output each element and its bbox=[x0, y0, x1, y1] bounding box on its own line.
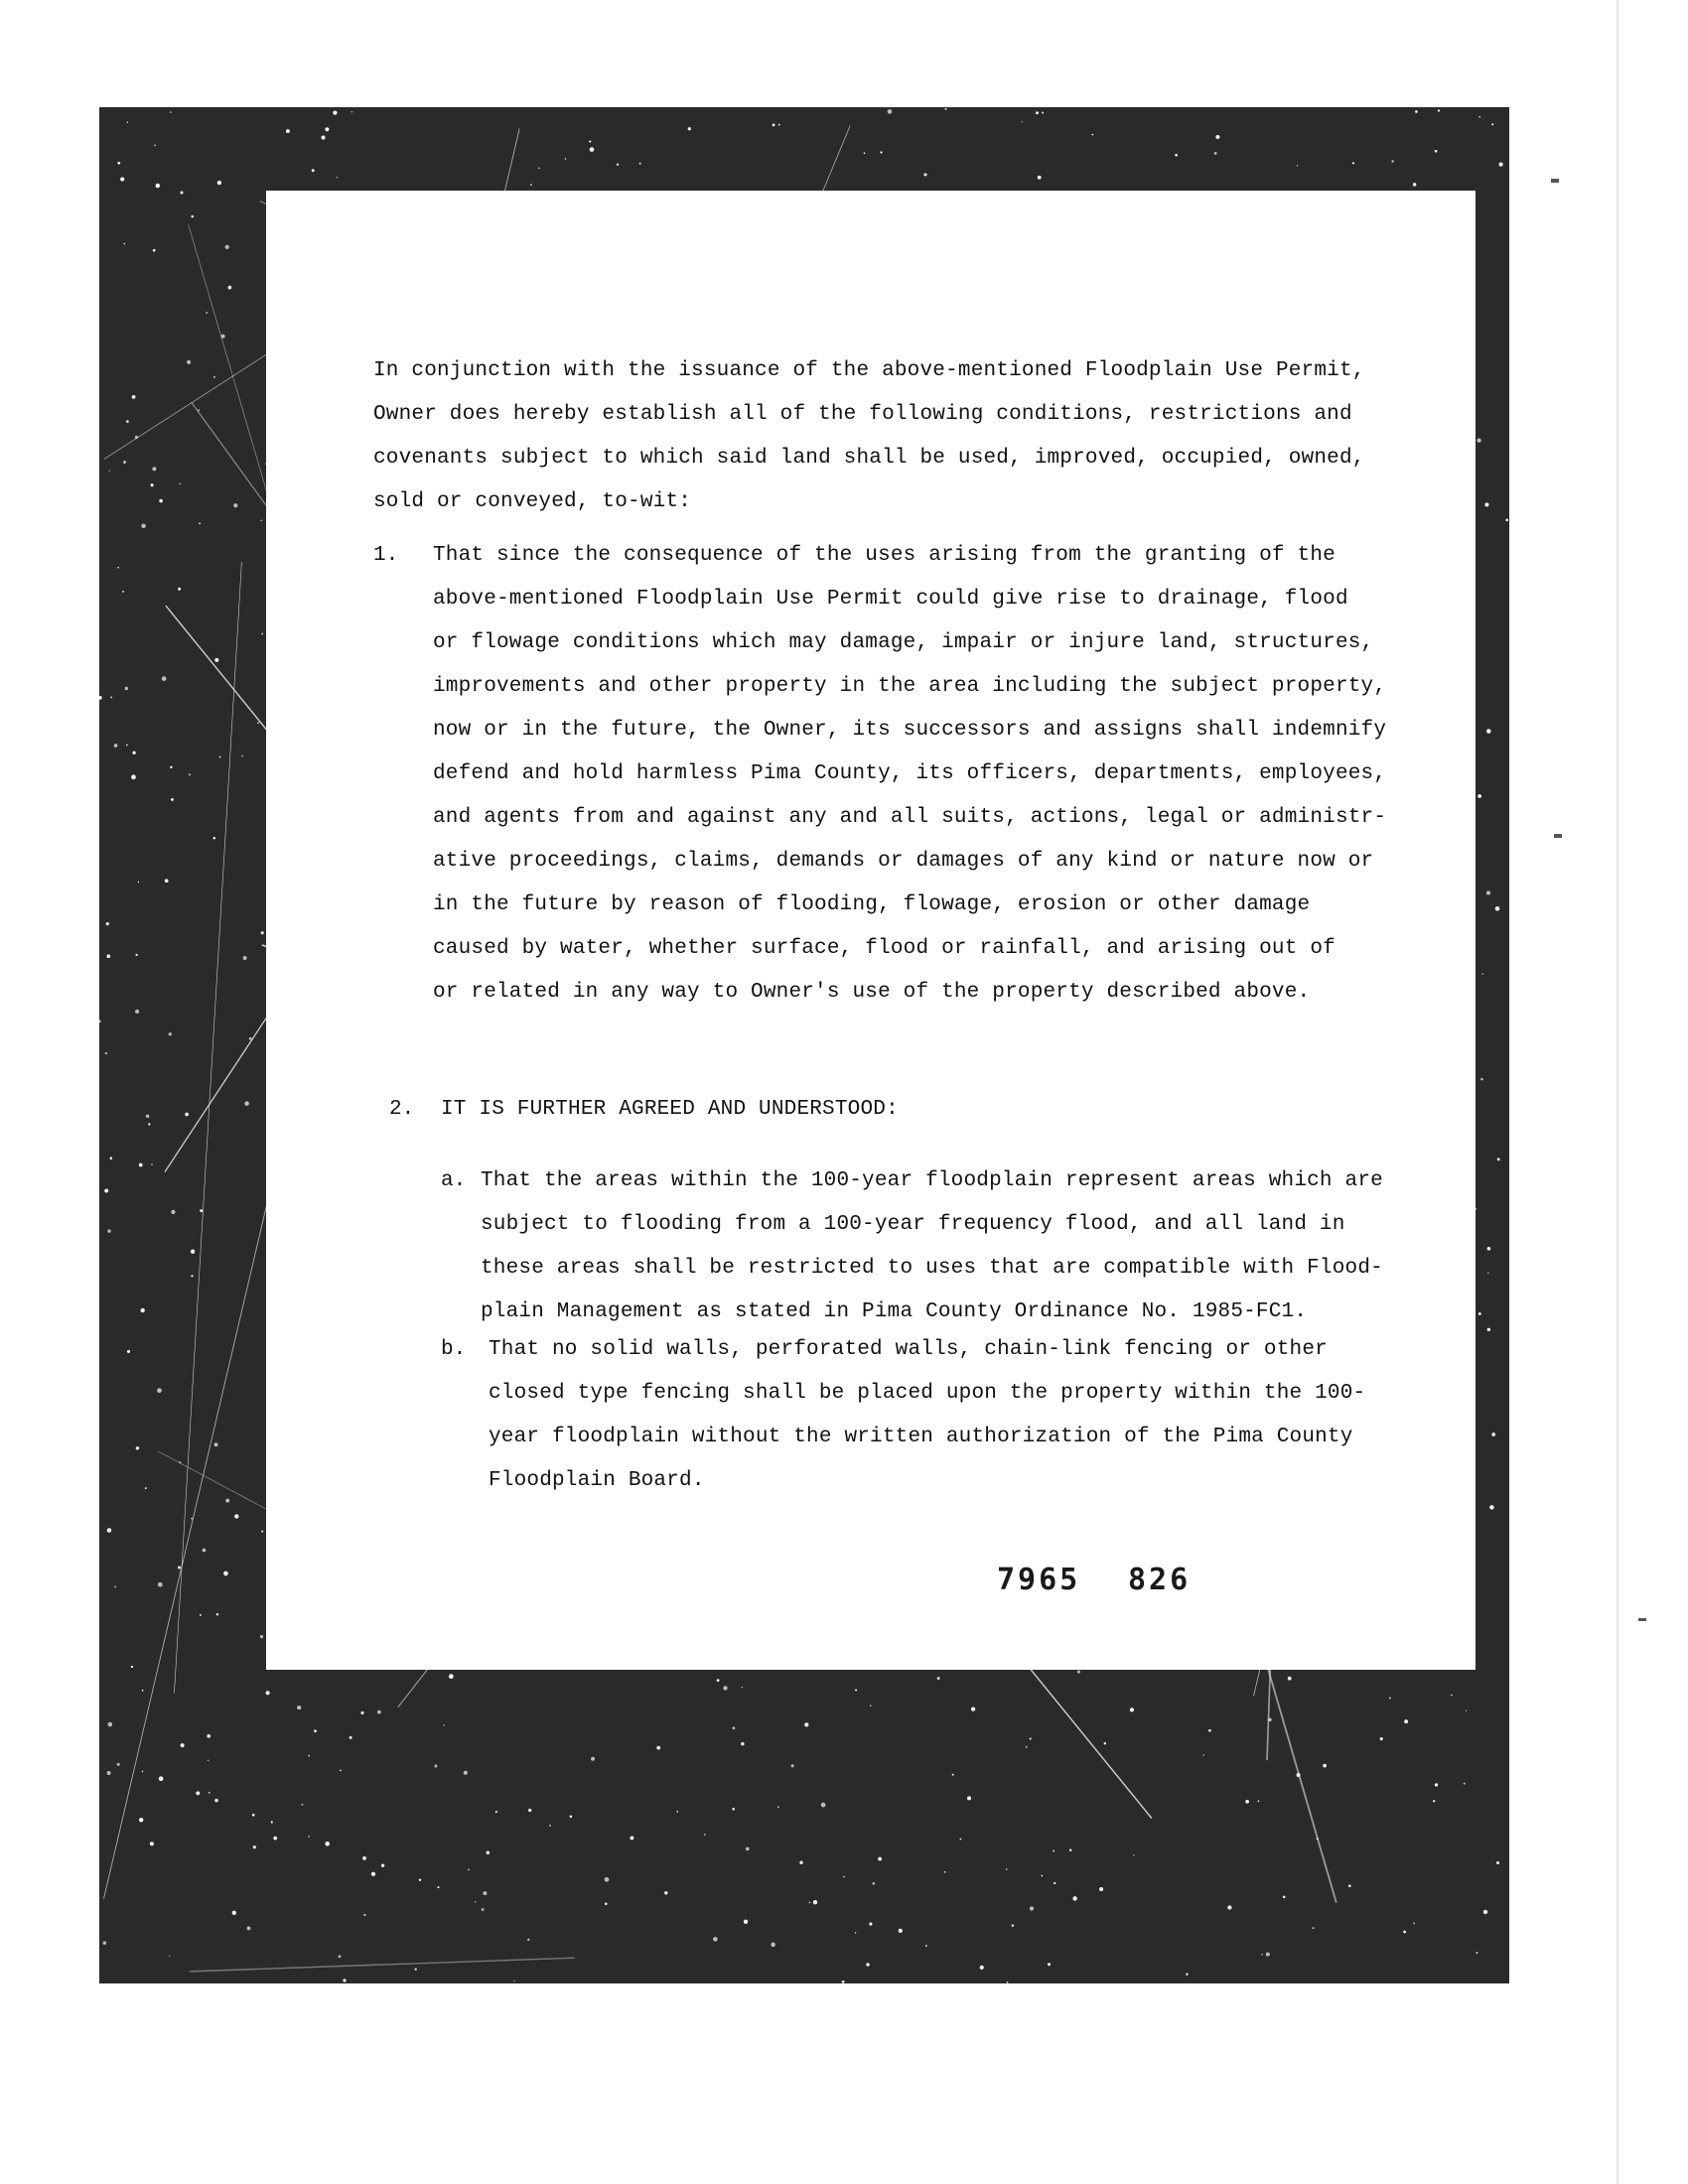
item-2-number: 2. bbox=[389, 1098, 415, 1121]
item-2b-line: That no solid walls, perforated walls, chain-link fencing or other bbox=[489, 1338, 1328, 1361]
item-1-line: defend and hold harmless Pima County, its officers, departments, employees, bbox=[433, 762, 1387, 785]
item-2b-letter: b. bbox=[441, 1338, 467, 1361]
item-1-paragraph bbox=[433, 534, 1386, 1015]
item-2a-line: subject to flooding from a 100-year frequency flood, and all land in bbox=[481, 1213, 1345, 1236]
intro-line: covenants subject to which said land shall be used, improved, occupied, owned, bbox=[373, 447, 1365, 470]
item-2-heading bbox=[441, 1088, 899, 1132]
item-2a-line: these areas shall be restricted to uses that are compatible with Flood- bbox=[481, 1257, 1383, 1280]
item-2b-paragraph bbox=[489, 1328, 1365, 1503]
margin-mark bbox=[1617, 0, 1618, 2184]
item-1-line: That since the consequence of the uses arising from the granting of the bbox=[433, 544, 1336, 567]
item-1-line: ative proceedings, claims, demands or damages of any kind or nature now or bbox=[433, 850, 1374, 873]
item-1-line: now or in the future, the Owner, its successors and assigns shall indemnify bbox=[433, 719, 1387, 742]
intro-line: sold or conveyed, to-wit: bbox=[373, 490, 692, 513]
document-page bbox=[266, 191, 1476, 1670]
margin-mark bbox=[1638, 1618, 1646, 1621]
intro-paragraph bbox=[373, 349, 1365, 524]
item-1-number: 1. bbox=[373, 544, 399, 567]
intro-line: In conjunction with the issuance of the above-mentioned Floodplain Use Permit, bbox=[373, 359, 1365, 382]
item-1-line: and agents from and against any and all suits, actions, legal or administr- bbox=[433, 806, 1387, 829]
intro-line: Owner does hereby establish all of the following conditions, restrictions and bbox=[373, 403, 1352, 426]
margin-mark bbox=[1551, 179, 1559, 183]
item-2-heading-text: IT IS FURTHER AGREED AND UNDERSTOOD: bbox=[441, 1098, 899, 1121]
recording-page-number: 826 bbox=[1128, 1563, 1192, 1597]
item-2a-letter: a. bbox=[441, 1169, 467, 1192]
item-2b-line: Floodplain Board. bbox=[489, 1469, 705, 1492]
item-2a-line: plain Management as stated in Pima County Ordinance No. 1985-FC1. bbox=[481, 1300, 1308, 1323]
item-1-line: caused by water, whether surface, flood or rainfall, and arising out of bbox=[433, 937, 1336, 960]
item-1-line: improvements and other property in the area including the subject property, bbox=[433, 675, 1387, 698]
item-2b-line: year floodplain without the written authorization of the Pima County bbox=[489, 1426, 1353, 1448]
item-1-line: or related in any way to Owner's use of the property described above. bbox=[433, 981, 1311, 1004]
scanned-page-border bbox=[99, 107, 1509, 1983]
item-1-line: in the future by reason of flooding, flowage, erosion or other damage bbox=[433, 893, 1311, 916]
item-1-line: above-mentioned Floodplain Use Permit could give rise to drainage, flood bbox=[433, 588, 1348, 611]
item-2b-line: closed type fencing shall be placed upon the property within the 100- bbox=[489, 1382, 1366, 1405]
item-2a-line: That the areas within the 100-year floodplain represent areas which are bbox=[481, 1169, 1383, 1192]
item-1-line: or flowage conditions which may damage, impair or injure land, structures, bbox=[433, 631, 1374, 654]
item-2a-paragraph bbox=[481, 1160, 1383, 1334]
recording-docket-number: 7965 bbox=[997, 1563, 1081, 1597]
margin-mark bbox=[1554, 834, 1562, 838]
